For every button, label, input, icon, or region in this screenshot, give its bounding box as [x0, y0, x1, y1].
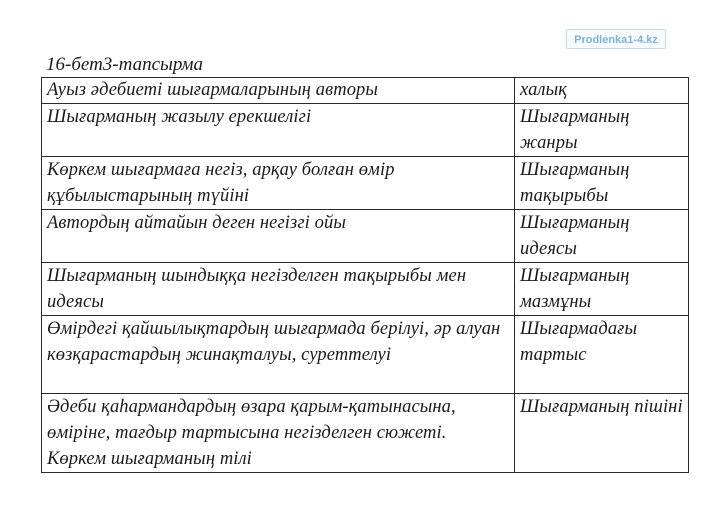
description-text: Ауыз әдебиеті шығармаларының авторы — [47, 80, 379, 100]
term-text: Шығарманың пішіні — [520, 397, 683, 417]
watermark-badge: Prodlenka1-4.kz — [566, 29, 666, 49]
term-cell — [515, 394, 689, 473]
description-text: Өмірдегі қайшылықтардың шығармада берілуі, әр алуан көзқарастардың жинақталуы, суреттелуі — [47, 319, 501, 365]
description-text: Шығарманың шындыққа негізделген тақырыбы мен идеясы — [47, 266, 467, 312]
description-text: Шығарманың жазылу ерекшелігі — [47, 107, 312, 127]
description-text: Көркем шығармаға негіз, арқау болған өмір құбылыстарының түйіні — [47, 160, 395, 206]
description-cell — [42, 210, 515, 263]
description-cell — [42, 78, 515, 104]
term-cell — [515, 78, 689, 104]
table-row — [42, 104, 689, 157]
table-row — [42, 78, 689, 104]
term-cell — [515, 104, 689, 157]
term-text: Шығарманың мазмұны — [520, 266, 630, 312]
term-text: Шығармадағы тартыс — [520, 319, 638, 365]
description-cell — [42, 157, 515, 210]
term-text: халық — [520, 80, 567, 100]
term-cell — [515, 263, 689, 316]
literature-terms-table — [41, 77, 689, 473]
term-text: Шығарманың идеясы — [520, 213, 630, 259]
table-row — [42, 263, 689, 316]
description-text: Әдеби қаһармандардың өзара қарым-қатынасына, өміріне, тағдыр тартысына негізделген сюжеті. Көркем шығарманың тілі — [47, 397, 456, 469]
description-cell — [42, 263, 515, 316]
table-row — [42, 394, 689, 473]
table-row — [42, 210, 689, 263]
description-cell — [42, 104, 515, 157]
term-cell — [515, 210, 689, 263]
literature-terms-table-wrap — [41, 77, 689, 473]
description-text: Автордың айтайын деген негізгі ойы — [47, 213, 346, 233]
term-text: Шығарманың жанры — [520, 107, 630, 153]
table-row — [42, 316, 689, 394]
term-text: Шығарманың тақырыбы — [520, 160, 630, 206]
page-title: 16-бет3-тапсырма — [46, 54, 204, 75]
table-row — [42, 157, 689, 210]
term-cell — [515, 316, 689, 394]
description-cell — [42, 394, 515, 473]
term-cell — [515, 157, 689, 210]
description-cell — [42, 316, 515, 394]
